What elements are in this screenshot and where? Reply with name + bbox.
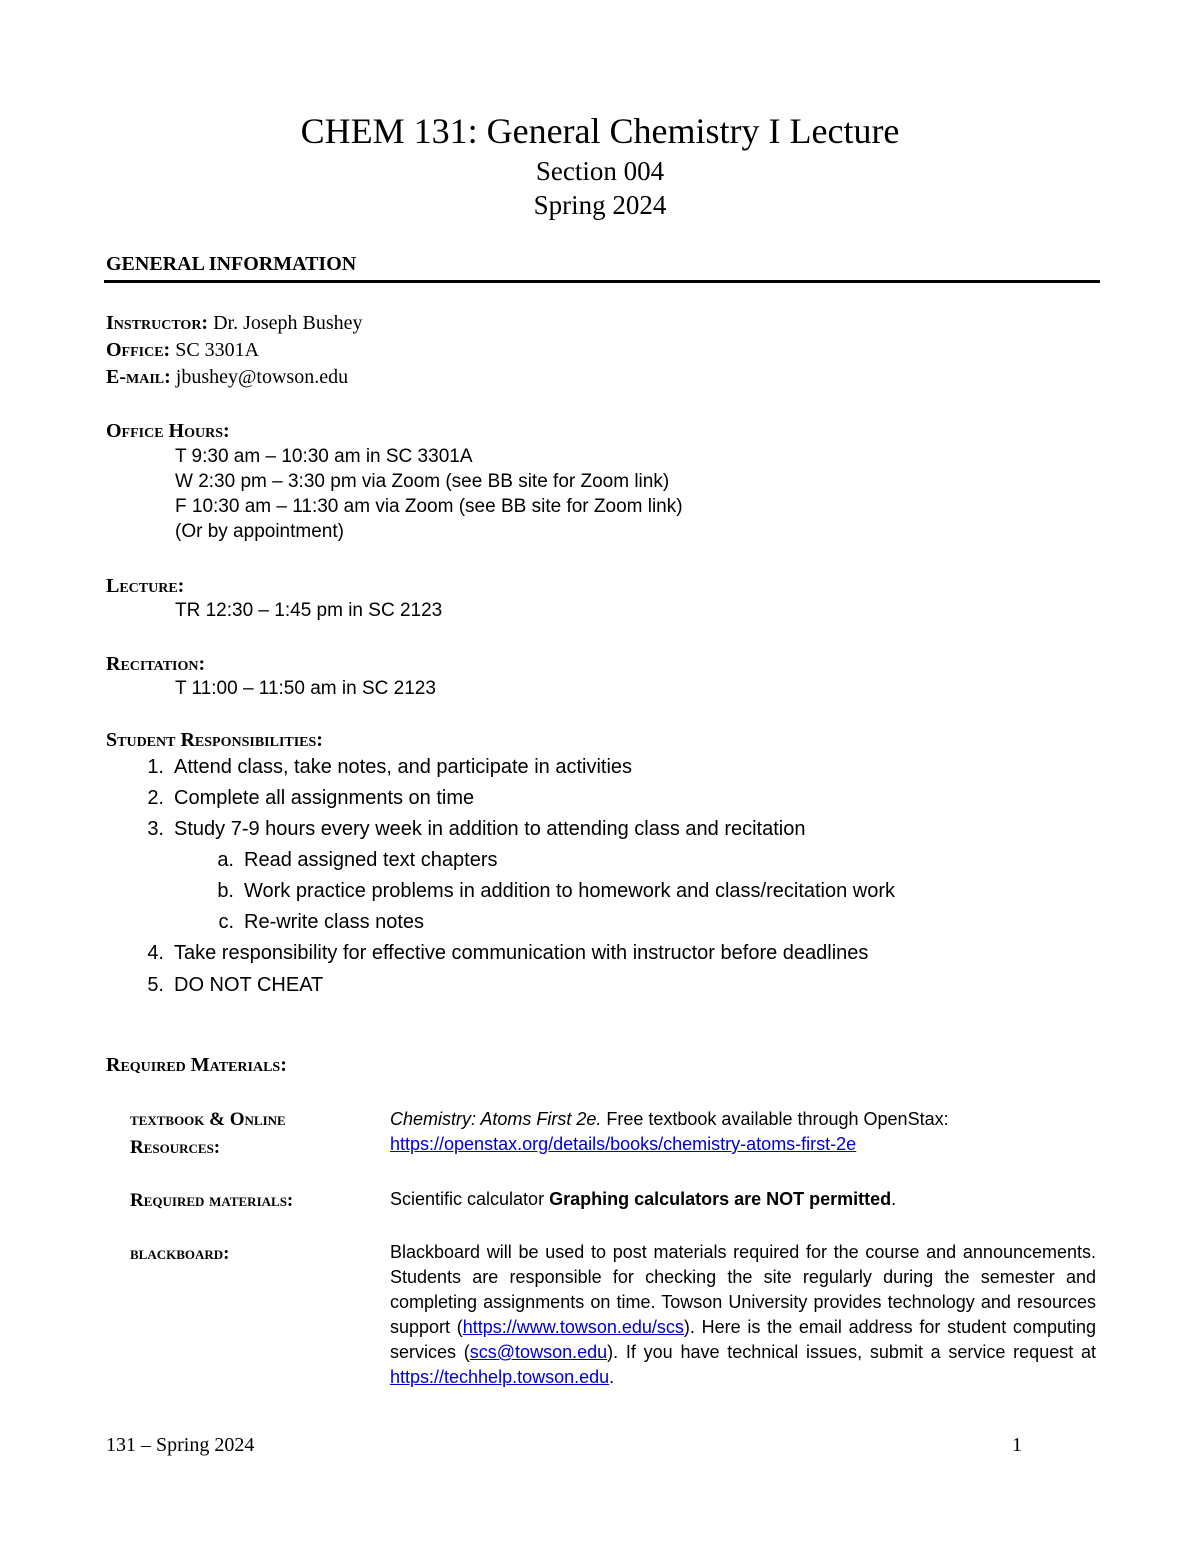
- office-label: Office:: [106, 339, 171, 361]
- office-value: SC 3301A: [175, 339, 260, 361]
- office-hours-item: F 10:30 am – 11:30 am via Zoom (see BB site for Zoom link): [175, 496, 683, 517]
- general-information-heading: GENERAL INFORMATION: [106, 253, 357, 275]
- list-text: Re-write class notes: [244, 911, 425, 933]
- sub-list-item: [200, 849, 498, 872]
- list-item: [130, 787, 474, 810]
- lecture-label-text: Lecture:: [106, 575, 185, 597]
- list-item: [130, 942, 868, 965]
- required-materials-description: [390, 1187, 1096, 1212]
- list-text: Study 7-9 hours every week in addition to attending class and recitation: [174, 818, 806, 840]
- scs-email-link[interactable]: scs@towson.edu: [469, 1342, 608, 1362]
- sub-list-item: [200, 911, 424, 934]
- list-item: [130, 756, 632, 779]
- list-number: 1.: [147, 756, 164, 778]
- list-text: Read assigned text chapters: [244, 849, 498, 871]
- office-hours-item: (Or by appointment): [175, 521, 344, 542]
- responsibilities-label-text: Student Responsibilities:: [106, 729, 323, 751]
- list-item: [130, 818, 805, 841]
- office-hours-item: W 2:30 pm – 3:30 pm via Zoom (see BB site for Zoom link): [175, 471, 670, 492]
- list-letter: c.: [218, 911, 234, 933]
- textbook-label-line-1: textbook & Online: [130, 1109, 286, 1130]
- scs-link[interactable]: https://www.towson.edu/scs: [462, 1317, 684, 1337]
- blackboard-text: .: [609, 1367, 615, 1387]
- office-hours-item: T 9:30 am – 10:30 am in SC 3301A: [175, 446, 473, 467]
- blackboard-text: ). Here is the email address for student computing services (: [390, 1317, 1096, 1362]
- email-label: E-mail:: [106, 366, 171, 388]
- list-number: 2.: [147, 787, 164, 809]
- recitation-label: [106, 653, 205, 676]
- office-line: [106, 339, 259, 362]
- list-text: Attend class, take notes, and participate in activities: [174, 756, 633, 778]
- recitation-label-text: Recitation:: [106, 653, 206, 675]
- textbook-label-line-2: Resources:: [130, 1137, 221, 1158]
- office-hours-label-text: Office Hours:: [106, 420, 230, 442]
- document-title: CHEM 131: General Chemistry I Lecture: [300, 111, 900, 151]
- blackboard-text: ). If you have technical issues, submit a service request at: [607, 1342, 1096, 1362]
- footer-course-term: 131 – Spring 2024: [106, 1434, 255, 1456]
- email-line: [106, 366, 348, 389]
- textbook-title: Chemistry: Atoms First 2e.: [390, 1109, 602, 1129]
- list-text: DO NOT CHEAT: [174, 974, 324, 996]
- sub-list-item: [200, 880, 895, 903]
- instructor-value: Dr. Joseph Bushey: [213, 312, 363, 334]
- list-number: 4.: [147, 942, 164, 964]
- lecture-label: [106, 575, 184, 598]
- techhelp-link[interactable]: https://techhelp.towson.edu: [390, 1367, 610, 1387]
- list-letter: a.: [217, 849, 234, 871]
- lecture-value: TR 12:30 – 1:45 pm in SC 2123: [175, 600, 443, 621]
- required-materials-label: Required materials:: [130, 1190, 294, 1211]
- term: Spring 2024: [533, 190, 667, 220]
- list-letter: b.: [217, 880, 234, 902]
- office-hours-label: [106, 420, 230, 443]
- list-text: Work practice problems in addition to homework and class/recitation work: [244, 880, 896, 902]
- email-value: jbushey@towson.edu: [175, 366, 349, 388]
- list-number: 3.: [147, 818, 164, 840]
- blackboard-description: [390, 1240, 1096, 1390]
- recitation-value: T 11:00 – 11:50 am in SC 2123: [175, 678, 436, 699]
- responsibilities-label: [106, 729, 323, 752]
- textbook-label: [130, 1106, 286, 1162]
- required-materials-heading: [106, 1054, 287, 1077]
- calculator-end: .: [891, 1189, 897, 1209]
- page-number: 1: [1012, 1434, 1022, 1456]
- textbook-text: Free textbook available through OpenStax:: [601, 1109, 949, 1129]
- list-text: Take responsibility for effective communication with instructor before deadlines: [174, 942, 869, 964]
- textbook-description: [390, 1107, 1096, 1157]
- calculator-warning: Graphing calculators are NOT permitted: [549, 1189, 892, 1209]
- section-number: Section 004: [535, 156, 665, 186]
- blackboard-label: blackboard:: [130, 1243, 230, 1264]
- instructor-line: [106, 312, 363, 335]
- list-text: Complete all assignments on time: [174, 787, 475, 809]
- openstax-link[interactable]: https://openstax.org/details/books/chemistry-atoms-first-2e: [390, 1134, 857, 1154]
- instructor-label: Instructor:: [106, 312, 209, 334]
- required-materials-heading-text: Required Materials:: [106, 1054, 287, 1076]
- heading-rule: [104, 280, 1100, 283]
- calculator-text: Scientific calculator: [390, 1189, 550, 1209]
- list-item: [130, 974, 323, 997]
- list-number: 5.: [147, 974, 164, 996]
- blackboard-text: Blackboard will be used to post materials required for the course and announcements. Students are responsible for checking the site regularly during the semester and completing assignments on time. Towson University provides technology and resources support (: [390, 1242, 1096, 1337]
